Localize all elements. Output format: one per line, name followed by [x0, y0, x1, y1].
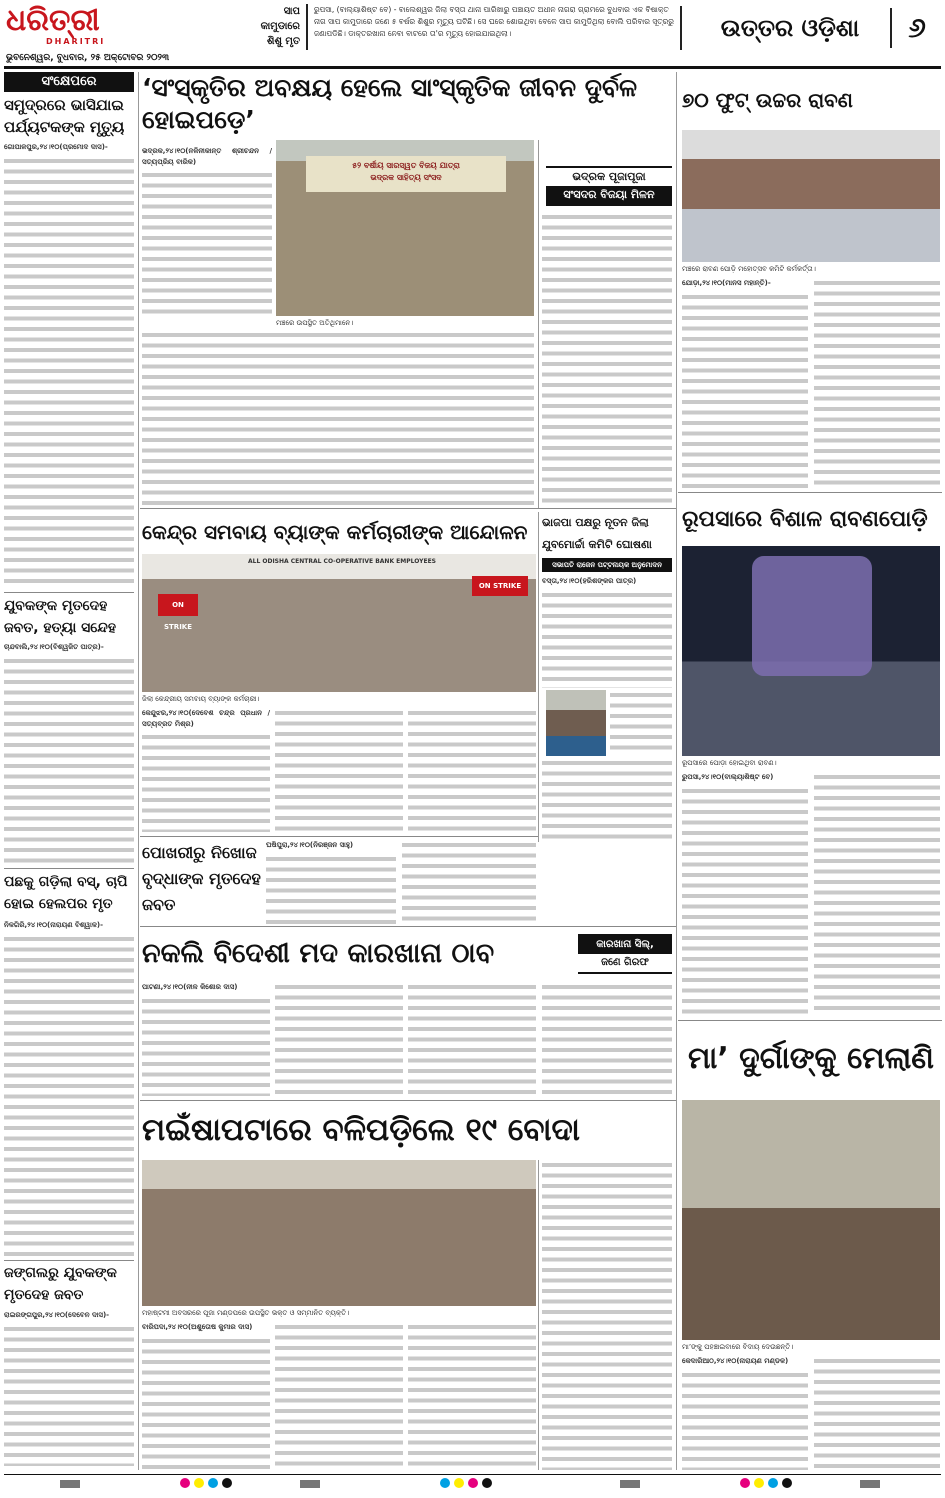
bank-body-col2 — [275, 708, 403, 832]
page-no-divider — [890, 8, 892, 48]
divider — [4, 868, 134, 869]
bank-photo — [142, 554, 536, 692]
liquor-kicker1: କାରଖାନା ସିଲ୍, — [596, 939, 654, 950]
liquor-body-col4 — [542, 982, 672, 1096]
black-register-dot — [482, 1478, 492, 1488]
bjp-body-side — [610, 690, 672, 756]
black-register-dot — [222, 1478, 232, 1488]
yellow-register-dot — [194, 1478, 204, 1488]
brief1-body — [4, 156, 134, 588]
bjp-mugshot — [546, 690, 606, 756]
divider — [4, 1260, 134, 1261]
brief1-dateline: ଗୋପାଳପୁର,୨୪।୧୦(ପ୍ରମୋଦ ଦାସ)- — [4, 143, 108, 151]
bank-headline: କେନ୍ଦ୍ର ସମବାୟ ବ୍ୟାଙ୍କ କର୍ମଚାରୀଙ୍କ ଆନ୍ଦୋଳନ — [142, 520, 528, 544]
bank-dateline: କେନ୍ଦୁଝର,୨୪।୧୦(ଦେବେଶ ଚନ୍ଦ୍ର ପ୍ରଧାନ / ସତ୍ୟବ୍ରତ ମିଶ୍ର) — [142, 709, 270, 728]
ravana70-body-left — [682, 292, 808, 488]
roopsa-headline: ରୂପସାରେ ବିଶାଳ ରାବଣପୋଡ଼ି — [682, 507, 928, 532]
roopsa-body-col2 — [814, 772, 940, 1014]
lead-side-kicker: ଭଦ୍ରକ ପୂଜାପୂଜା — [546, 168, 672, 186]
roopsa-photo — [682, 546, 940, 756]
lead-side-box — [546, 166, 672, 206]
brief2-dateline: ଚାନ୍ଦବାଲି,୨୪।୧୦(ବିଶ୍ୱଜିତ ପାତ୍ର)- — [4, 643, 104, 651]
brief3-dateline: ନିଳଗିରି,୨୪।୧୦(ନାରାୟଣ ବିଶ୍ୱାଳ)- — [4, 921, 103, 929]
roopsa-body-col1 — [682, 786, 808, 1014]
cyan-register-dot — [768, 1478, 778, 1488]
issue-dateline: ଭୁବନେଶ୍ୱର, ବୁଧବାର, ୨୫ ଅକ୍ଟୋବର ୨୦୨୩ — [6, 53, 170, 63]
print-mark — [60, 1480, 80, 1488]
flash-label-line2: କାମୁଡାରେ — [260, 21, 300, 32]
lead-body — [142, 330, 534, 506]
flash-label — [188, 4, 308, 50]
cyan-register-dot — [440, 1478, 450, 1488]
liquor-kicker-box — [578, 934, 672, 974]
footer-rule — [4, 1474, 941, 1475]
lead-photo — [276, 140, 534, 316]
newspaper-logo — [6, 4, 166, 44]
brief4-body — [4, 1324, 134, 1466]
mandap-dateline: ବାରିପଦା,୨୪।୧୦(ଅଶୁତୋଷ କୁମାର ଦାସ) — [142, 1323, 253, 1331]
column-rule — [676, 72, 677, 1470]
flash-label-line1: ସାପ — [283, 6, 300, 17]
roopsa-caption: ରୂପସାରେ ପୋଡ଼ା ହୋଇଥିବା ରାବଣ। — [682, 759, 777, 767]
magenta-register-dot — [180, 1478, 190, 1488]
lead-dateline: ଭଦ୍ରକ,୨୪।୧୦(ନଳିନୀକାନ୍ତ ଶ୍ରୀଚନ୍ଦନ / ସତ୍ୟପ୍ରିୟ ବାରିକ) — [142, 147, 272, 166]
durga-headline: ମା’ ଦୁର୍ଗାଙ୍କୁ ମେଲାଣି — [688, 1041, 934, 1076]
column-rule — [138, 72, 139, 1470]
magenta-register-dot — [468, 1478, 478, 1488]
flash-news-text: ରୁପସା, (ବାଲ୍ୟାଶିଷ୍ଟ ବେ) - ବାଲେଶ୍ୱର ଜିଲା ବସ୍ତା ଥାନା ପାରିଖାରୁ ପଞ୍ଚାୟତ ଅଧୀନ ନାଗରା ଗ୍ରାମରେ ବୁଧବାର ଏକ ବିଷାକ୍ତ ନାଗ ସାପ କାମୁଡାରେ ଜଣେ ୫ ବର୍ଷର ଶିଶୁର ମୃତ୍ୟୁ ଘଟିଛି। ସେ ଘରେ ଶୋଇଥିବା ବେଳେ ସାପ କାମୁଡିଥିଲା ବୋଲି ପରିବାର ସୂତ୍ରରୁ ଜଣାପଡିଛି। ଡାକ୍ତରଖାନା ନେବା ବାଟରେ ତା'ର ମୃତ୍ୟୁ ହୋଇଯାଇଥିଲା। — [314, 5, 674, 38]
lead-side-body — [542, 212, 672, 506]
durga-dateline: କେଦାରିଆଠ,୨୪।୧୦(ନାରାୟଣ ମଣ୍ଡଳ) — [682, 1357, 789, 1365]
brief4-headline: ଜଙ୍ଗଲରୁ ଯୁବକଙ୍କ ମୃତଦେହ ଜବତ — [4, 1265, 117, 1303]
bjp-body-top — [542, 590, 672, 688]
logo-text: ଧରିତ୍ରୀ — [6, 3, 100, 38]
liquor-body-col2 — [275, 982, 403, 1096]
section-title: ଉତ୍ତର ଓଡ଼ିଶା — [720, 14, 860, 42]
pond-body-col1 — [266, 854, 396, 924]
lead-banner-line1: ୫୨ ବର୍ଷୀୟ ସାରସ୍ୱତ ବିଜୟ ଯାତ୍ରା — [352, 161, 460, 170]
logo-subtext: DHARITRI — [46, 37, 106, 46]
strike-placard: ON STRIKE — [472, 576, 528, 596]
pond-headline: ପୋଖରୀରୁ ନିଖୋଜ ବୃଦ୍ଧାଙ୍କ ମୃତଦେହ ଜବତ — [142, 843, 261, 914]
black-register-dot — [782, 1478, 792, 1488]
mandap-headline: ମଇଁଷାପଟାରେ ବଳିପଡ଼ିଲେ ୧୯ ବୋଦା — [142, 1112, 580, 1148]
bank-photo-banner: ALL ODISHA CENTRAL CO-OPERATIVE BANK EMPLOYEES — [247, 558, 437, 565]
page-number: ୬ — [908, 11, 926, 44]
divider — [4, 592, 134, 593]
bank-body-col3 — [408, 708, 536, 832]
bank-photo-caption: ଜିଲା କେନ୍ଦ୍ରୀୟ ସମବାୟ ବ୍ୟାଙ୍କ କର୍ମଚାରୀ। — [142, 695, 260, 703]
liquor-body-col1 — [142, 996, 270, 1096]
column-rule — [538, 512, 539, 842]
lead-headline: ‘ସଂସ୍କୃତିର ଅବକ୍ଷୟ ହେଲେ ସାଂସ୍କୃତିକ ଜୀବନ ଦୁର୍ବଳ ହୋଇପଡ଼େ’ — [142, 73, 638, 134]
brief2-headline: ଯୁବକଙ୍କ ମୃତଦେହ ଜବତ, ହତ୍ୟା ସନ୍ଦେହ — [4, 598, 117, 636]
durga-photo — [682, 1100, 940, 1340]
roopsa-dateline: ରୁପସା,୨୪।୧୦(ବାଲ୍ୟାଶିଷ୍ଟ ବେ) — [682, 773, 774, 781]
mandap-photo — [142, 1160, 536, 1306]
durga-caption: ମା’ଙ୍କୁ ପହଞ୍ଚାଇବାରେ ବିଦାୟ ଦେଉଛନ୍ତି। — [682, 1343, 794, 1351]
ravana70-dateline: ଯୋଡ଼ା,୨୪।୧୦(ମାନସ ମହାନ୍ତି)- — [682, 279, 771, 287]
mandap-body-col1 — [142, 1336, 270, 1470]
lead-photo-caption: ମଞ୍ଚରେ ଉପସ୍ଥିତ ଅତିଥିମାନେ। — [276, 319, 354, 327]
print-mark — [620, 1480, 640, 1488]
durga-body-col1 — [682, 1370, 808, 1470]
mandap-body-col3 — [408, 1322, 536, 1470]
ravana70-body-right — [814, 278, 940, 488]
lead-body-intro — [142, 170, 272, 316]
brief1-headline: ସମୁଦ୍ରରେ ଭାସିଯାଇ ପର୍ଯ୍ୟଟକଙ୍କ ମୃତ୍ୟୁ — [4, 96, 125, 136]
briefs-header: ସଂକ୍ଷେପରେ — [4, 72, 134, 92]
lead-side-headline: ସଂସଦର ବିଜୟା ମିଳନ — [563, 188, 655, 201]
mandap-body-col4 — [542, 1160, 672, 1470]
brief3-body — [4, 934, 134, 1256]
strike-placard: ON STRIKE — [158, 594, 198, 616]
brief2-body — [4, 656, 134, 864]
bank-body-col1 — [142, 732, 270, 832]
divider — [140, 926, 676, 927]
ravana-effigy-shape — [752, 556, 872, 676]
divider — [140, 1100, 676, 1101]
yellow-register-dot — [754, 1478, 764, 1488]
ravana70-photo — [682, 130, 940, 262]
print-mark — [300, 1480, 320, 1488]
column-rule — [538, 140, 539, 508]
divider — [140, 508, 676, 509]
pond-dateline: ଘଷିପୁରା,୨୪।୧୦(ନିରଞ୍ଜନ ସାହୁ) — [266, 841, 354, 849]
bjp-body-bottom — [542, 758, 672, 840]
bjp-dateline: ବସ୍ତା,୨୪।୧୦(ହରିଶଙ୍କର ପାତ୍ର) — [542, 577, 637, 585]
mandap-body-col2 — [275, 1322, 403, 1470]
cyan-register-dot — [208, 1478, 218, 1488]
brief4-dateline: ରାଇରଙ୍ଗପୁର,୨୪।୧୦(ଦେବେନ ଦାସ)- — [4, 1311, 110, 1319]
lead-banner-line2: ଭଦ୍ରକ ସାହିତ୍ୟ ସଂସଦ — [370, 173, 442, 182]
print-mark — [860, 1480, 880, 1488]
ravana70-headline: ୭୦ ଫୁଟ୍ ଉଚ୍ଚର ରାବଣ — [682, 88, 853, 112]
liquor-kicker2: ଜଣେ ଗିରଫ — [578, 954, 672, 972]
divider — [678, 492, 942, 493]
ravana70-caption: ମଞ୍ଚରେ ରାବଣ ପୋଡ଼ି ମହୋତ୍ସବ କମିଟି କର୍ମକର୍ତ୍ତା। — [682, 265, 816, 273]
mandap-caption: ମହାଷ୍ଟମୀ ଅବସରରେ ପୂଜା ମଣ୍ଡପରେ ଉପସ୍ଥିତ ଭକ୍ତ ଓ ସମ୍ମାନିତ ବ୍ୟକ୍ତି। — [142, 1309, 350, 1317]
flash-label-line3: ଶିଶୁ ମୃତ — [267, 36, 300, 47]
lead-photo-banner — [306, 156, 506, 192]
brief3-headline: ପଛକୁ ଗଡ଼ିଲା ବସ୍, ଚାପି ହୋଇ ହେଲପର ମୃତ — [4, 874, 128, 912]
divider — [140, 836, 538, 837]
durga-body-col2 — [814, 1356, 940, 1470]
bjp-headline: ଭାଜପା ପକ୍ଷରୁ ନୂତନ ଜିଲା ଯୁବମୋର୍ଚ୍ଚା କମିଟି ଘୋଷଣା — [542, 516, 652, 551]
magenta-register-dot — [740, 1478, 750, 1488]
masthead-divider — [680, 6, 682, 50]
column-rule — [538, 1160, 539, 1470]
masthead-rule — [4, 66, 941, 69]
pond-body-col2 — [402, 840, 536, 924]
liquor-dateline: ପାଟଣା,୨୪।୧୦(ନୀଳ କିଶୋର ଦାସ) — [142, 983, 238, 991]
divider — [678, 1020, 942, 1021]
bjp-kicker: ସଭାପତି ରାଜେନ ପଟ୍ଟନାୟକ ଅନୁମୋଦନ — [542, 558, 672, 572]
liquor-headline: ନକଲି ବିଦେଶୀ ମଦ କାରଖାନା ଠାବ — [142, 938, 495, 969]
yellow-register-dot — [454, 1478, 464, 1488]
liquor-body-col3 — [408, 982, 536, 1096]
